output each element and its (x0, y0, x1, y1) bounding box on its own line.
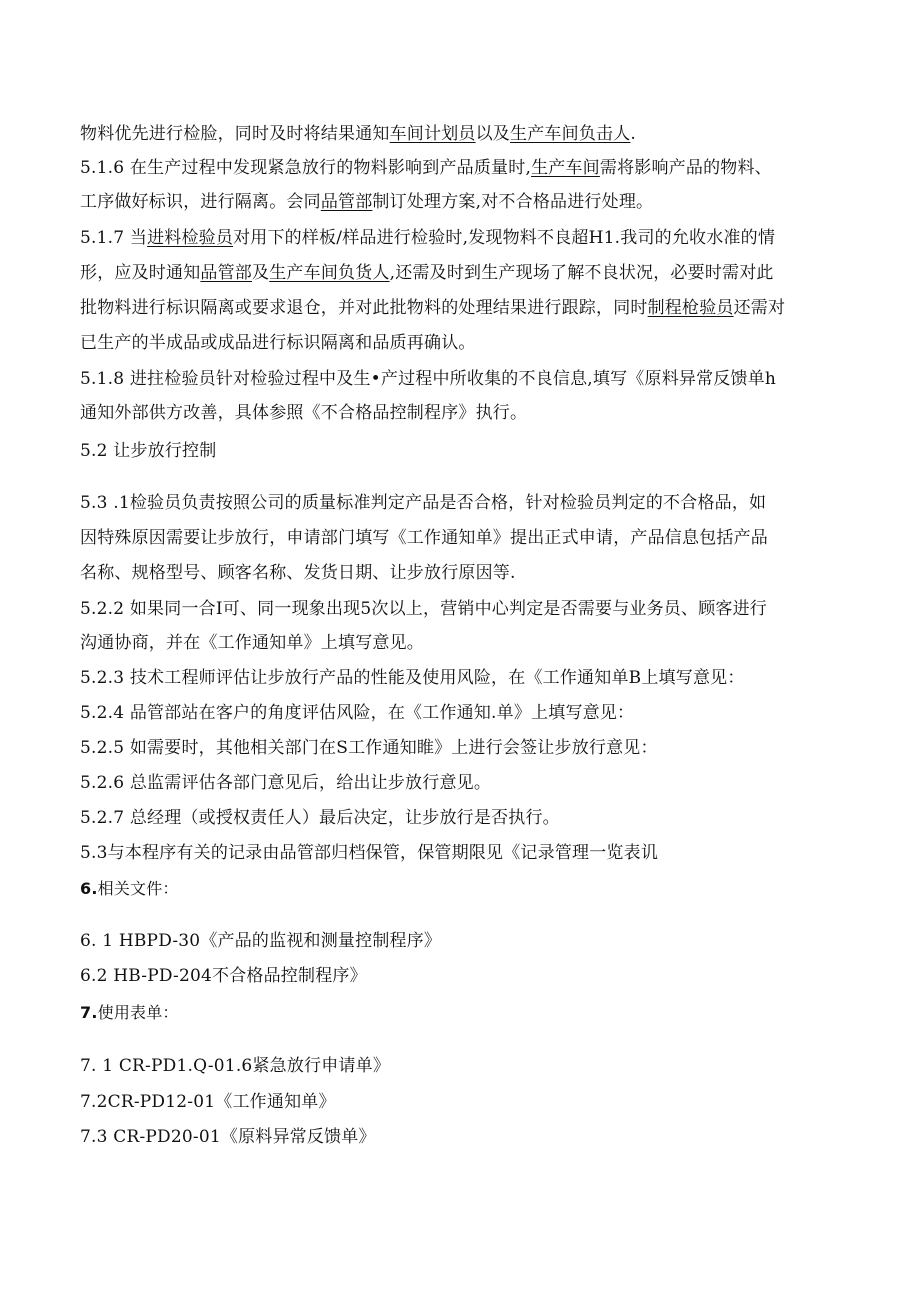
text: 5.1.7 当 (80, 228, 148, 248)
clause-5-1-8-line-2: 通知外部供方改善，具体参照《不合格品控制程序》执行。 (80, 403, 528, 423)
related-doc-6-2: 6.2 HB-PD-204不合格品控制程序》 (80, 966, 367, 986)
section-number: 6. (80, 879, 98, 898)
text: 需将影响产品的物料、 (599, 158, 772, 178)
clause-5-2-2-line-2: 沟通协商，并在《工作通知单》上填写意见。 (80, 633, 424, 653)
role-process-inspector: 制程枪验员 (647, 298, 734, 318)
paragraph-continuation (80, 123, 860, 145)
form-7-3: 7.3 CR-PD20-01《原料异常反馈单》 (80, 1127, 376, 1147)
clause-5-3-line-3: 名称、规格型号、顾客名称、发货日期、让步放行原因等. (80, 563, 516, 583)
text: . (630, 124, 637, 144)
section-number: 7. (80, 1003, 98, 1022)
clause-5-1-7-line-1 (80, 227, 860, 249)
text: 以及 (475, 124, 511, 144)
section-5-2-title: 5.2 让步放行控制 (80, 441, 217, 461)
form-7-1: 7. 1 CR-PD1.Q-01.6紧急放行申请单》 (80, 1056, 391, 1076)
clause-5-2-7: 5.2.7 总经理（或授权责任人）最后决定，让步放行是否执行。 (80, 808, 560, 828)
clause-5-1-6-line-1 (80, 157, 860, 179)
clause-5-1-8-line-1: 5.1.8 进拄检验员针对检验过程中及生•产过程中所收集的不良信息,填写《原料异常反馈单h (80, 369, 777, 389)
role-incoming-inspector: 进料检验员 (147, 228, 234, 248)
clause-5-1-6-line-2 (80, 191, 860, 213)
text: 物料优先进行检脸，同时及时将结果通知 (80, 124, 390, 144)
clause-5-2-6: 5.2.6 总监需评估各部门意见后，给出让步放行意见。 (80, 773, 492, 793)
role-workshop-head: 生产车间负货人 (269, 263, 390, 283)
section-title: 相关文件： (97, 879, 179, 898)
clause-5-1-7-line-4: 已生产的半成品或成品进行标识隔离和品质再确认。 (80, 333, 476, 353)
clause-5-2-4: 5.2.4 品管部站在客户的角度评估风险，在《工作通知.单》上填写意见： (80, 703, 635, 723)
text: ,还需及时到生产现场了解不良状况，必要时需对此 (389, 263, 774, 283)
clause-5-1-7-line-3 (80, 297, 860, 319)
role-qc-dept: 品管部 (320, 192, 373, 212)
role-workshop-head: 生产车间负击人 (510, 124, 631, 144)
text: 批物料进行标识隔离或要求退仓，并对此批物料的处理结果进行跟踪，同时 (80, 298, 648, 318)
role-planner: 车间计划员 (389, 124, 476, 144)
clause-5-1-7-line-2 (80, 262, 860, 284)
clause-5-3-records: 5.3与本程序有关的记录由品管部归档保管，保管期限见《记录管理一览表讥 (80, 843, 659, 863)
section-title: 使用表单： (97, 1003, 179, 1022)
role-workshop: 生产车间 (531, 158, 600, 178)
clause-5-3-line-2: 因特殊原因需要让步放行，申请部门填写《工作通知单》提出正式申请，产品信息包括产品 (80, 528, 768, 548)
text: 对用下的样板/样品进行检验时,发现物料不良超H1.我司的允收水准的情 (233, 228, 776, 248)
text: 工序做好标识，进行隔离。会同 (80, 192, 321, 212)
form-7-2: 7.2CR-PD12-01《工作通知单》 (80, 1092, 336, 1112)
section-6-heading (80, 878, 860, 900)
clause-5-2-5: 5.2.5 如需要时，其他相关部门在S工作通知睢》上进行会签让步放行意见： (80, 738, 658, 758)
role-qc-dept: 品管部 (200, 263, 253, 283)
related-doc-6-1: 6. 1 HBPD-30《产品的监视和测量控制程序》 (80, 931, 442, 951)
clause-5-2-2-line-1: 5.2.2 如果同一合I可、同一现象出现5次以上，营销中心判定是否需要与业务员、顾客进行 (80, 599, 767, 619)
text: 5.1.6 在生产过程中发现紧急放行的物料影响到产品质量时, (80, 158, 532, 178)
text: 形，应及时通知 (80, 263, 201, 283)
clause-5-3-line-1: 5.3 .1检验员负责按照公司的质量标准判定产品是否合格，针对检验员判定的不合格品，如 (80, 493, 767, 513)
section-7-heading (80, 1002, 860, 1024)
text: 还需对 (733, 298, 786, 318)
text: 制订处理方案,对不合格品进行处理。 (372, 192, 654, 212)
text: 及 (252, 263, 270, 283)
clause-5-2-3: 5.2.3 技术工程师评估让步放行产品的性能及使用风险，在《工作通知单B上填写意见： (80, 668, 745, 688)
